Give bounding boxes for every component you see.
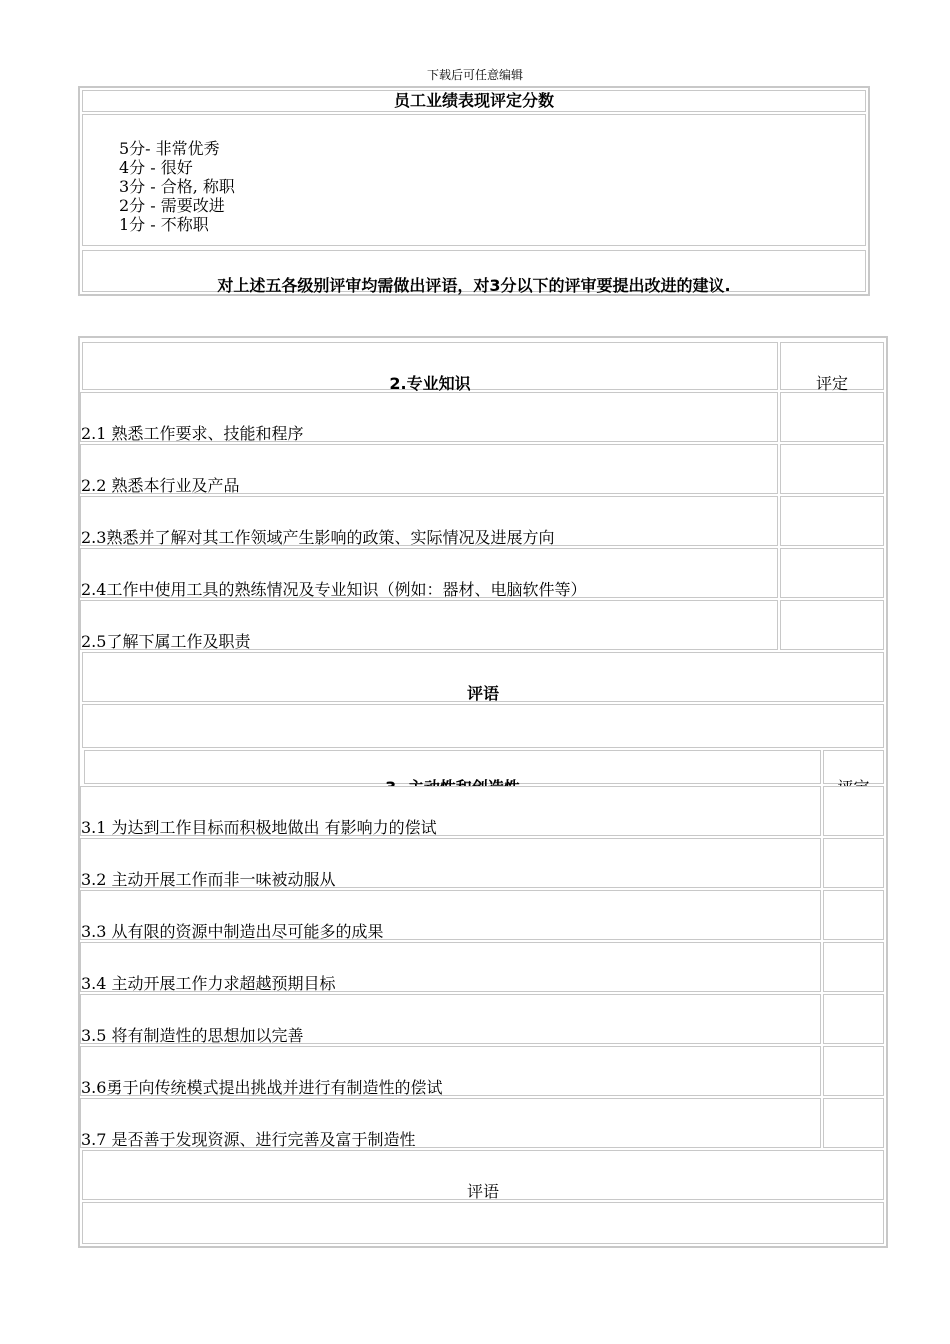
section2-rating-cell[interactable] bbox=[780, 548, 884, 598]
section3-rating-cell[interactable] bbox=[823, 1098, 884, 1148]
section2-item-row bbox=[80, 392, 778, 442]
level-4: 4分 - 很好 bbox=[119, 158, 193, 177]
rating-legend-table bbox=[78, 86, 870, 296]
section2-rating-cell[interactable] bbox=[780, 444, 884, 494]
section3-item-row bbox=[80, 1098, 821, 1148]
section2-rating-header: 评定 bbox=[815, 374, 848, 393]
header-note: 下载后可任意编辑 bbox=[426, 68, 523, 82]
section2-item-label: 2.3熟悉并了解对其工作领域产生影响的政策、实际情况及进展方向 bbox=[81, 528, 555, 547]
section3-item-row bbox=[80, 786, 821, 836]
section3-item-label: 3.7 是否善于发现资源、进行完善及富于制造性 bbox=[81, 1130, 416, 1149]
legend-note-cell bbox=[82, 250, 866, 295]
section3-rating-cell[interactable] bbox=[823, 890, 884, 940]
section2-item-label: 2.5了解下属工作及职责 bbox=[81, 632, 251, 651]
section3-comment-header-cell bbox=[82, 1150, 884, 1200]
section2-item-row bbox=[80, 496, 778, 546]
section2-item-row bbox=[80, 444, 778, 494]
level-2: 2分 - 需要改进 bbox=[119, 196, 225, 215]
legend-title: 员工业绩表现评定分数 bbox=[393, 91, 554, 110]
legend-levels-cell bbox=[82, 114, 866, 246]
section3-item-row bbox=[80, 994, 821, 1044]
section2-rating-header-cell bbox=[780, 342, 884, 393]
section3-rating-cell[interactable] bbox=[823, 942, 884, 992]
section2-item-label: 2.2 熟悉本行业及产品 bbox=[81, 476, 240, 495]
section3-rating-cell[interactable] bbox=[823, 786, 884, 836]
section3-item-label: 3.1 为达到工作目标而积极地做出 有影响力的偿试 bbox=[81, 818, 437, 837]
section2-item-row bbox=[80, 600, 778, 650]
section3-rating-cell[interactable] bbox=[823, 994, 884, 1044]
evaluation-table bbox=[78, 336, 888, 1248]
section2-comment-field[interactable] bbox=[82, 704, 884, 748]
section3-comment-field[interactable] bbox=[82, 1202, 884, 1244]
section3-comment-label: 评语 bbox=[466, 1182, 499, 1201]
section2-item-label: 2.1 熟悉工作要求、技能和程序 bbox=[81, 424, 304, 443]
section2-rating-cell[interactable] bbox=[780, 496, 884, 546]
section2-comment-header-cell bbox=[82, 652, 884, 702]
section3-item-label: 3.4 主动开展工作力求超越预期目标 bbox=[81, 974, 336, 993]
section3-rating-header-cell bbox=[823, 750, 884, 784]
section2-title: 2.专业知识 bbox=[389, 374, 471, 393]
section2-rating-cell[interactable] bbox=[780, 600, 884, 650]
section3-item-label: 3.5 将有制造性的思想加以完善 bbox=[81, 1026, 304, 1045]
legend-levels bbox=[119, 139, 235, 234]
level-5: 5分- 非常优秀 bbox=[119, 139, 220, 158]
section3-rating-cell[interactable] bbox=[823, 838, 884, 888]
level-1: 1分 - 不称职 bbox=[119, 215, 209, 234]
legend-note: 对上述五各级别评审均需做出评语，对3分以下的评审要提出改进的建议. bbox=[217, 276, 731, 295]
section3-title-cell bbox=[84, 750, 821, 784]
section3-item-row bbox=[80, 838, 821, 888]
section2-comment-label: 评语 bbox=[466, 684, 499, 703]
section2-title-cell bbox=[82, 342, 778, 393]
level-3: 3分 - 合格, 称职 bbox=[119, 177, 235, 196]
section3-item-label: 3.6勇于向传统模式提出挑战并进行有制造性的偿试 bbox=[81, 1078, 443, 1097]
section3-item-row bbox=[80, 1046, 821, 1096]
section3-item-row bbox=[80, 942, 821, 992]
section3-item-label: 3.3 从有限的资源中制造出尽可能多的成果 bbox=[81, 922, 384, 941]
section2-rating-cell[interactable] bbox=[780, 392, 884, 442]
section3-item-row bbox=[80, 890, 821, 940]
section3-rating-cell[interactable] bbox=[823, 1046, 884, 1096]
section3-item-label: 3.2 主动开展工作而非一味被动服从 bbox=[81, 870, 336, 889]
section2-item-row bbox=[80, 548, 778, 598]
legend-title-cell bbox=[82, 90, 866, 112]
section2-item-label: 2.4工作中使用工具的熟练情况及专业知识（例如：器材、电脑软件等） bbox=[81, 580, 587, 599]
